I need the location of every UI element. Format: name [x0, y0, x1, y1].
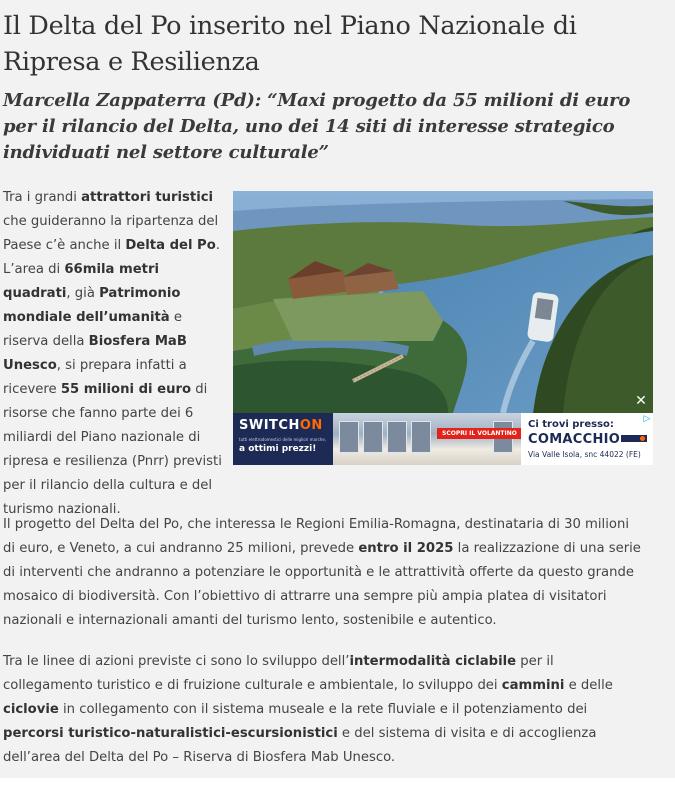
adchoices-icon[interactable]: ▷	[643, 414, 651, 424]
advertisement-banner[interactable]	[233, 413, 653, 465]
article-photo	[233, 191, 653, 413]
store-shelf	[339, 421, 359, 453]
store-shelf	[363, 421, 383, 453]
ad-small-text: tutti elettrodomestici delle migliori marche,	[239, 437, 327, 442]
ad-location-panel[interactable]	[521, 413, 653, 465]
ad-brand-panel[interactable]	[233, 413, 333, 465]
ad-address: Via Valle Isola, snc 44022 (FE)	[528, 450, 641, 459]
paragraph-2: Il progetto del Delta del Po, che interessa le Regioni Emilia-Romagna, destinataria di 30 milioni di euro, e Veneto, a cui andranno 25 milioni, prevede entro il 2025 la realizzazione di una serie di interventi che andranno a potenziare le opportunità e le attrattività offerte da questo grande mosaico di biodiversità. Con l’obiettivo di attrarre una sempre più ampia platea di visitatori nazionali e internazionali amanti del turismo lento, sostenibile e autentico.	[3, 517, 641, 628]
article-subtitle: Marcella Zappaterra (Pd): “Maxi progetto da 55 milioni di euro per il rilancio del Delta, uno dei 14 siti di interesse strategico individuati nel settore culturale”	[3, 90, 631, 163]
ad-trovi-label: Ci trovi presso:	[528, 419, 614, 430]
ad-city-label: COMACCHIO	[528, 432, 621, 447]
article-title: Il Delta del Po inserito nel Piano Nazionale di Ripresa e Resilienza	[3, 11, 577, 77]
store-shelf	[387, 421, 407, 453]
ad-mini-logo	[621, 435, 647, 442]
paragraph-3: Tra le linee di azioni previste ci sono lo sviluppo dell’intermodalità ciclabile per il collegamento turistico e di fruizione culturale e ambientale, lo sviluppo dei cammini e delle ciclovie in collegamento con il sistema museale e la rete fluviale e il potenziamento dei percorsi turistico-naturalistici-escursionistici e del sistema di visita e di accoglienza dell’area del Delta del Po – Riserva di Biosfera Mab Unesco.	[3, 654, 613, 765]
intro-paragraph: Tra i grandi attrattori turistici che guideranno la ripartenza del Paese c’è anche il Delta del Po. L’area di 66mila metri quadrati, già Patrimonio mondiale dell’umanità e riserva della Biosfera MaB Unesco, si prepara infatti a ricevere 55 milioni di euro di risorse che fanno parte dei 6 miliardi del Piano nazionale di ripresa e resilienza (Pnrr) previsti per il rilancio della cultura e del turismo nazionali.	[3, 190, 222, 517]
close-icon[interactable]: ✕	[635, 393, 647, 409]
store-shelf	[411, 421, 431, 453]
ad-brand-logo: SWITCHON	[239, 418, 323, 433]
ad-tagline: a ottimi prezzi!	[239, 444, 317, 454]
ad-volantino-button[interactable]: SCOPRI IL VOLANTINO	[437, 428, 522, 439]
ad-store-photo[interactable]	[333, 413, 521, 465]
